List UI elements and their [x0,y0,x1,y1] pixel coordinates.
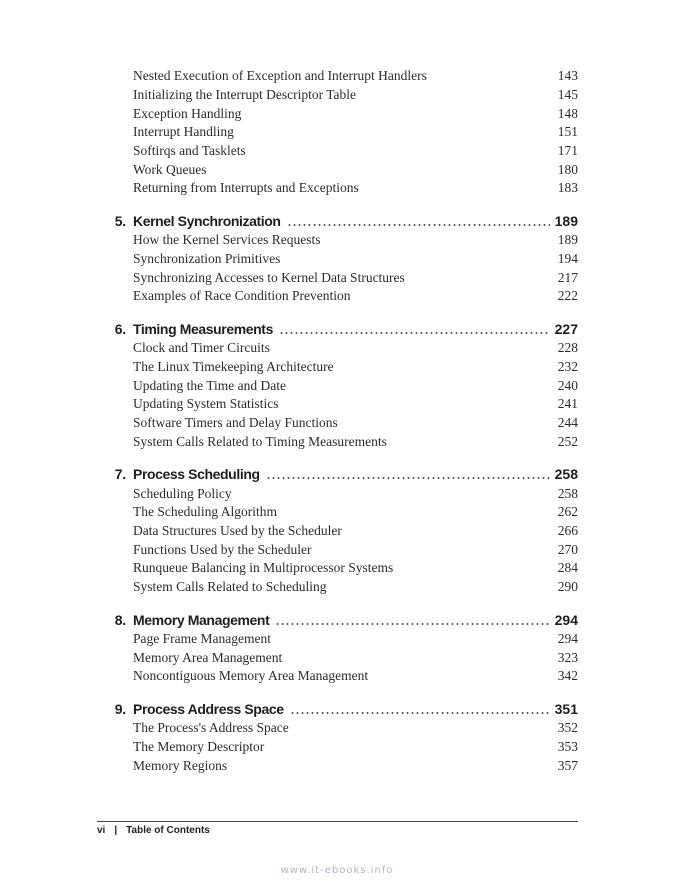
toc-entry-page: 151 [557,124,578,139]
toc-entry-title: Interrupt Handling [133,124,234,139]
toc-entry[interactable] [133,629,578,648]
toc-entry[interactable] [133,540,578,559]
toc-entry-title: Updating System Statistics [133,396,279,411]
toc-entry-title: System Calls Related to Scheduling [133,579,327,594]
footer-separator: | [114,825,118,836]
toc-entry-page: 342 [557,668,578,683]
toc-entry[interactable] [133,558,578,577]
toc-entry-title: The Memory Descriptor [133,739,265,754]
chapter-title: Kernel Synchronization [133,213,281,229]
toc-entry-title: The Scheduling Algorithm [133,504,277,519]
toc-entry[interactable] [133,521,578,540]
footer-rule [97,821,578,822]
toc-entry-title: Updating the Time and Date [133,378,286,393]
chapter-number: 5. [114,213,126,229]
toc-entry[interactable] [133,249,578,268]
toc-entry-page: 217 [557,270,578,285]
dot-leader [275,623,550,625]
toc-entry-title: Work Queues [133,162,207,177]
toc-entry-page: 228 [557,340,578,355]
toc-entry[interactable] [133,394,578,413]
chapter-page: 294 [554,612,578,628]
toc-entry[interactable] [133,413,578,432]
toc-entry-title: Returning from Interrupts and Exceptions [133,180,359,195]
toc-entry[interactable] [133,268,578,287]
toc-entry[interactable] [133,141,578,160]
chapter-number: 6. [114,321,126,337]
toc-entry-page: 194 [557,251,578,266]
chapter-title: Timing Measurements [133,321,273,337]
toc-entry[interactable] [133,756,578,775]
toc-entry[interactable] [133,160,578,179]
chapter-heading[interactable] [106,464,578,484]
toc-entry[interactable] [133,338,578,357]
toc-entry[interactable] [133,286,578,305]
toc-entry-title: Data Structures Used by the Scheduler [133,523,342,538]
chapter-heading[interactable] [106,319,578,339]
toc-entry-page: 294 [557,631,578,646]
chapter-title: Process Address Space [133,701,284,717]
toc-entry-title: Nested Execution of Exception and Interrupt Handlers [133,68,427,83]
toc-entry-title: Softirqs and Tasklets [133,143,246,158]
footer-section-title: Table of Contents [126,825,210,836]
toc-entry-title: Noncontiguous Memory Area Management [133,668,369,683]
footer-page-number: vi [97,825,106,836]
toc-entry[interactable] [133,484,578,503]
toc-entry-title: Exception Handling [133,106,242,121]
toc-entry-page: 145 [557,87,578,102]
toc-entry[interactable] [133,357,578,376]
toc-entry-title: Examples of Race Condition Prevention [133,288,351,303]
toc-entry-title: The Linux Timekeeping Architecture [133,359,334,374]
chapter-title: Memory Management [133,612,270,628]
dot-leader [279,332,550,334]
chapter-number: 9. [114,701,126,717]
toc-entry-title: System Calls Related to Timing Measurements [133,434,387,449]
toc-entry[interactable] [133,737,578,756]
toc-entry[interactable] [133,432,578,451]
watermark: www.it-ebooks.info [280,865,394,876]
toc-entry[interactable] [133,376,578,395]
toc-entry-title: Memory Area Management [133,650,283,665]
chapter-heading[interactable] [106,610,578,630]
toc-entry[interactable] [133,178,578,197]
toc-entry-title: Scheduling Policy [133,486,232,501]
toc-entry-page: 183 [557,180,578,195]
toc-entry-page: 266 [557,523,578,538]
toc-entry-page: 262 [557,504,578,519]
toc-entry-page: 258 [557,486,578,501]
toc-entry-page: 290 [557,579,578,594]
toc-entry-page: 171 [557,143,578,158]
toc-entry-page: 148 [557,106,578,121]
toc-entry-page: 244 [557,415,578,430]
toc-entry[interactable] [133,648,578,667]
toc-entry-title: Functions Used by the Scheduler [133,542,312,557]
dot-leader [266,477,550,479]
chapter-number: 7. [114,466,126,482]
chapter-page: 258 [554,466,578,482]
toc-entry-title: Clock and Timer Circuits [133,340,270,355]
toc-entry-title: Synchronization Primitives [133,251,281,266]
chapter-page: 189 [554,213,578,229]
chapter-page: 227 [554,321,578,337]
toc-entry-page: 180 [557,162,578,177]
page-footer [97,824,210,838]
toc-entry-page: 352 [557,720,578,735]
toc-entry-title: Synchronizing Accesses to Kernel Data Structures [133,270,405,285]
toc-entry-page: 189 [557,232,578,247]
toc-entry-page: 143 [557,68,578,83]
toc-entry[interactable] [133,66,578,85]
toc-entry-page: 241 [557,396,578,411]
chapter-number: 8. [114,612,126,628]
toc-entry-page: 353 [557,739,578,754]
chapter-page: 351 [554,701,578,717]
chapter-heading[interactable] [106,211,578,231]
toc-entry[interactable] [133,122,578,141]
toc-entry[interactable] [133,666,578,685]
dot-leader [290,712,550,714]
chapter-title: Process Scheduling [133,466,260,482]
toc-entry-page: 270 [557,542,578,557]
toc-entry-title: Page Frame Management [133,631,271,646]
toc-entry-title: Software Timers and Delay Functions [133,415,338,430]
toc-entry[interactable] [133,718,578,737]
toc-entry[interactable] [133,104,578,123]
toc-entry-title: Memory Regions [133,758,228,773]
toc-entry-page: 252 [557,434,578,449]
toc-entry-title: Runqueue Balancing in Multiprocessor Systems [133,560,394,575]
toc-entry[interactable] [133,502,578,521]
toc-entry-title: The Process's Address Space [133,720,289,735]
toc-entry-page: 232 [557,359,578,374]
chapter-heading[interactable] [106,699,578,719]
toc-entry-page: 323 [557,650,578,665]
toc-entry-page: 222 [557,288,578,303]
toc-entry-title: How the Kernel Services Requests [133,232,321,247]
toc-entry-page: 357 [557,758,578,773]
toc-entry-page: 284 [557,560,578,575]
toc-entry[interactable] [133,230,578,249]
toc-entry[interactable] [133,85,578,104]
toc-entry-title: Initializing the Interrupt Descriptor Table [133,87,356,102]
toc-entry-page: 240 [557,378,578,393]
dot-leader [287,224,550,226]
toc-entry[interactable] [133,577,578,596]
